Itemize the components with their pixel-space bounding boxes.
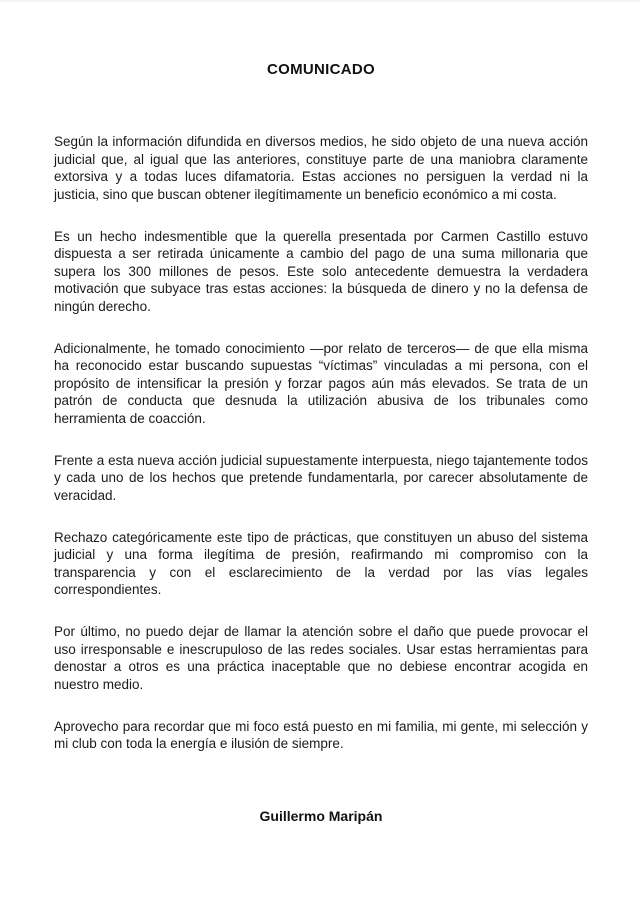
- paragraph-6: Por último, no puedo dejar de llamar la atención sobre el daño que puede provocar el uso irresponsable e inescrupuloso de las redes sociales. Usar estas herramientas para denostar a otros es una práctica inaceptable que no debiese encontrar acogida en nuestro medio.: [54, 624, 588, 692]
- paragraph-2: Es un hecho indesmentible que la querella presentada por Carmen Castillo estuvo dispuesta a ser retirada únicamente a cambio del pago de una suma millonaria que supera los 300 millones de pesos. Este solo antecedente demuestra la verdadera motivación que subyace tras estas acciones: la búsqueda de dinero y no la defensa de ningún derecho.: [54, 228, 588, 314]
- paragraph-1: Según la información difundida en diversos medios, he sido objeto de una nueva acción judicial que, al igual que las anteriores, constituye parte de una maniobra claramente extorsiva y a todas luces difamatoria. Estas acciones no persiguen la verdad ni la justicia, sino que buscan obtener ilegítimamente un beneficio económico a mi costa.: [54, 134, 588, 202]
- paragraph-7: Aprovecho para recordar que mi foco está puesto en mi familia, mi gente, mi selección y mi club con toda la energía e ilusión de siempre.: [54, 718, 588, 751]
- document-title: COMUNICADO: [267, 61, 375, 78]
- paragraph-3: Adicionalmente, he tomado conocimiento —por relato de terceros— de que ella misma ha reconocido estar buscando supuestas “víctimas” vinculadas a mi persona, con el propósito de intensificar la presión y forzar pagos aún más elevados. Se trata de un patrón de conducta que desnuda la utilización abusiva de los tribunales como herramienta de coacción.: [54, 340, 588, 426]
- signature: Guillermo Maripán: [259, 807, 383, 824]
- paragraph-5: Rechazo categóricamente este tipo de prácticas, que constituyen un abuso del sistema judicial y una forma ilegítima de presión, reafirmando mi compromiso con la transparencia y con el esclarecimiento de la verdad por las vías legales correspondientes.: [54, 529, 588, 597]
- paragraph-4: Frente a esta nueva acción judicial supuestamente interpuesta, niego tajantemente todos y cada uno de los hechos que pretende fundamentarla, por carecer absolutamente de veracidad.: [54, 452, 588, 503]
